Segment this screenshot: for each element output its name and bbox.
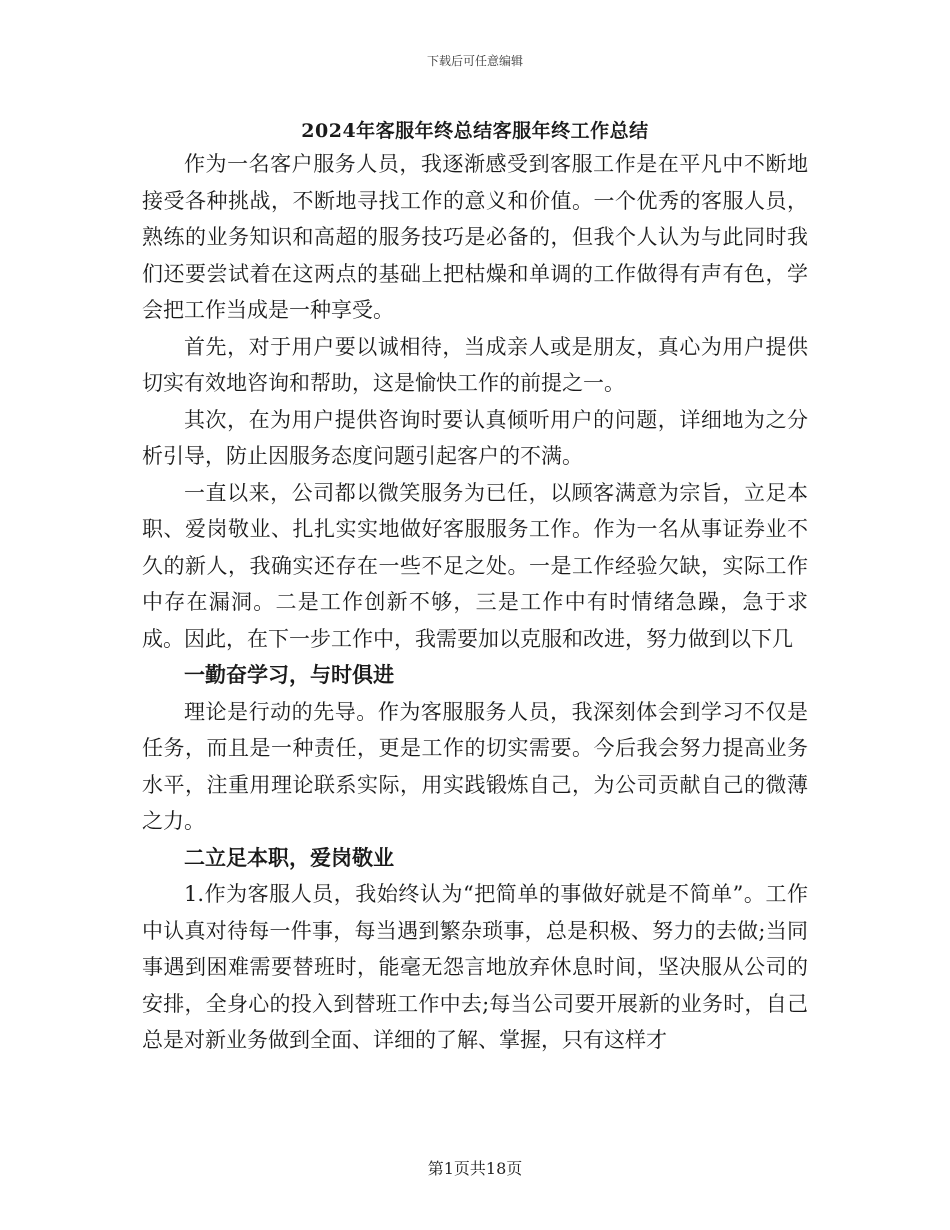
- section-heading-dedication: 二立足本职，爱岗敬业: [184, 845, 394, 870]
- section-text-study: 理论是行动的先导。作为客服服务人员，我深刻体会到学习不仅是任务，而且是一种责任，更是工作的切实需要。今后我会努力提高业务水平，注重用理论联系实际，用实践锻炼自己，为公司贡献自己的微薄之力。: [142, 699, 808, 833]
- paragraph-shortcomings: 一直以来，公司都以微笑服务为已任，以顾客满意为宗旨，立足本职、爱岗敬业、扎扎实实地做好客服服务工作。作为一名从事证券业不久的新人，我确实还存在一些不足之处。一是工作经验欠缺，实际工作中存在漏洞。二是工作创新不够，三是工作中有时情绪急躁，急于求成。因此，在下一步工作中，我需要加以克服和改进，努力做到以下几: [142, 480, 808, 651]
- paragraph-intro: 作为一名客户服务人员，我逐渐感受到客服工作是在平凡中不断地接受各种挑战，不断地寻找工作的意义和价值。一个优秀的客服人员，熟练的业务知识和高超的服务技巧是必备的，但我个人认为与此同时我们还要尝试着在这两点的基础上把枯燥和单调的工作做得有声有色，学会把工作当成是一种享受。: [142, 152, 808, 322]
- section-heading-study: 一勤奋学习，与时俱进: [184, 663, 394, 687]
- paragraph-first: 首先，对于用户要以诚相待，当成亲人或是朋友，真心为用户提供切实有效地咨询和帮助，这是愉快工作的前提之一。: [142, 334, 808, 395]
- document-title: 2024年客服年终总结客服年终工作总结: [301, 120, 649, 142]
- section-text-dedication: 1.作为客服人员，我始终认为“把简单的事做好就是不简单”。工作中认真对待每一件事，每当遇到繁杂琐事，总是积极、努力的去做;当同事遇到困难需要替班时，能毫无怨言地放弃休息时间，坚决服从公司的安排，全身心的投入到替班工作中去;每当公司要开展新的业务时，自己总是对新业务做到全面、详细的了解、掌握，只有这样才: [142, 882, 808, 1052]
- document-body: [142, 146, 808, 1059]
- header-note: 下载后可任意编辑: [426, 54, 523, 68]
- page-footer: 第1页共18页: [427, 1159, 523, 1178]
- paragraph-second: 其次，在为用户提供咨询时要认真倾听用户的问题，详细地为之分析引导，防止因服务态度问题引起客户的不满。: [142, 407, 808, 468]
